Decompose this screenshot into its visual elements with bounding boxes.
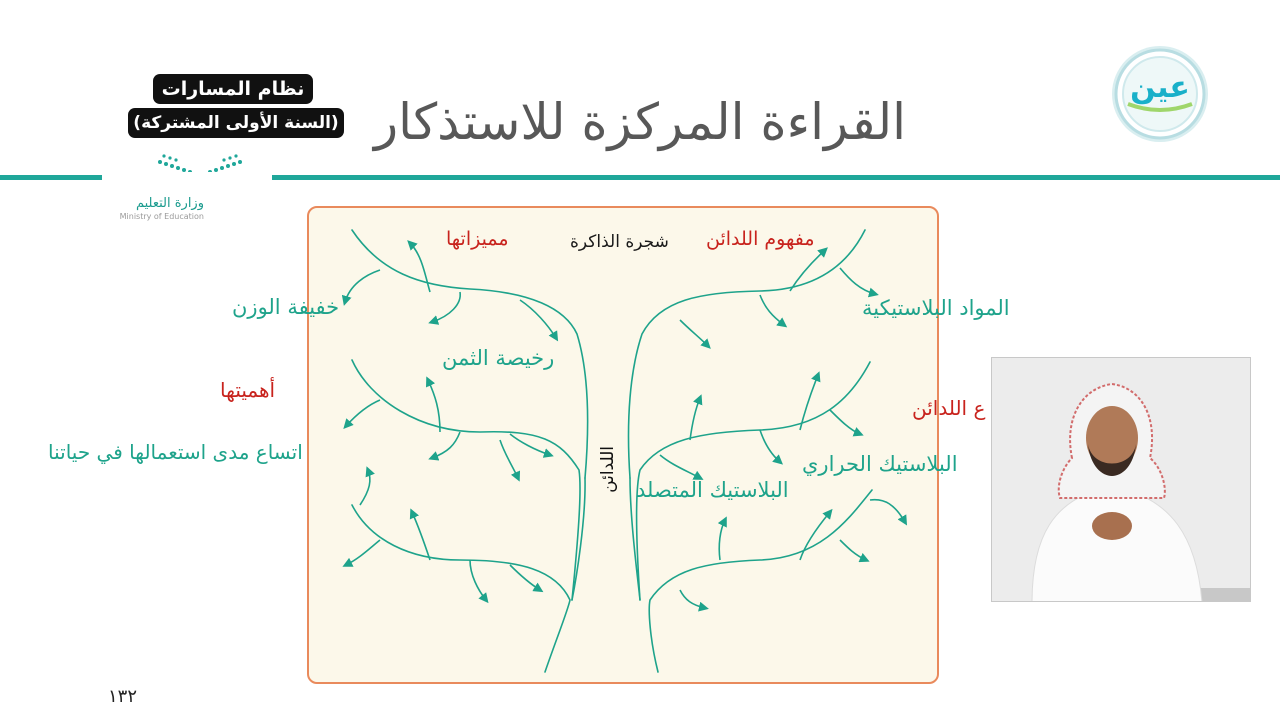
- left-branch-mid: [352, 360, 580, 600]
- feature-cheap: رخيصة الثمن: [442, 346, 555, 370]
- memory-tree-title: شجرة الذاكرة: [570, 232, 669, 252]
- presenter-video: [991, 357, 1251, 602]
- feature-lightweight: خفيفة الوزن: [232, 295, 340, 319]
- types-heading: ع اللدائن: [912, 396, 986, 420]
- tree-trunk-label: اللدائن: [598, 446, 618, 493]
- right-branch-top: [629, 230, 866, 478]
- ministry-name-en: Ministry of Education: [119, 212, 204, 221]
- features-heading: مميزاتها: [446, 228, 509, 250]
- page-title: القراءة المركزة للاستذكار: [373, 93, 907, 151]
- page-number: ١٣٢: [108, 686, 138, 707]
- concept-heading: مفهوم اللدائن: [706, 228, 815, 250]
- importance-heading: أهميتها: [220, 378, 276, 402]
- right-branch-low: [649, 490, 872, 672]
- track-system-badge: نظام المسارات: [153, 74, 313, 104]
- importance-wide-use: اتساع مدى استعمالها في حياتنا: [48, 440, 303, 464]
- type-thermoset: البلاستيك المتصلد: [636, 478, 789, 502]
- ministry-name-ar: وزارة التعليم: [135, 196, 204, 211]
- presenter-image: [992, 358, 1251, 602]
- ain-channel-name: عين: [1130, 70, 1190, 105]
- type-thermoplastic: البلاستيك الحراري: [802, 452, 958, 476]
- concept-plastic-materials: المواد البلاستيكية: [862, 296, 1010, 320]
- common-year-badge: (السنة الأولى المشتركة): [128, 108, 344, 138]
